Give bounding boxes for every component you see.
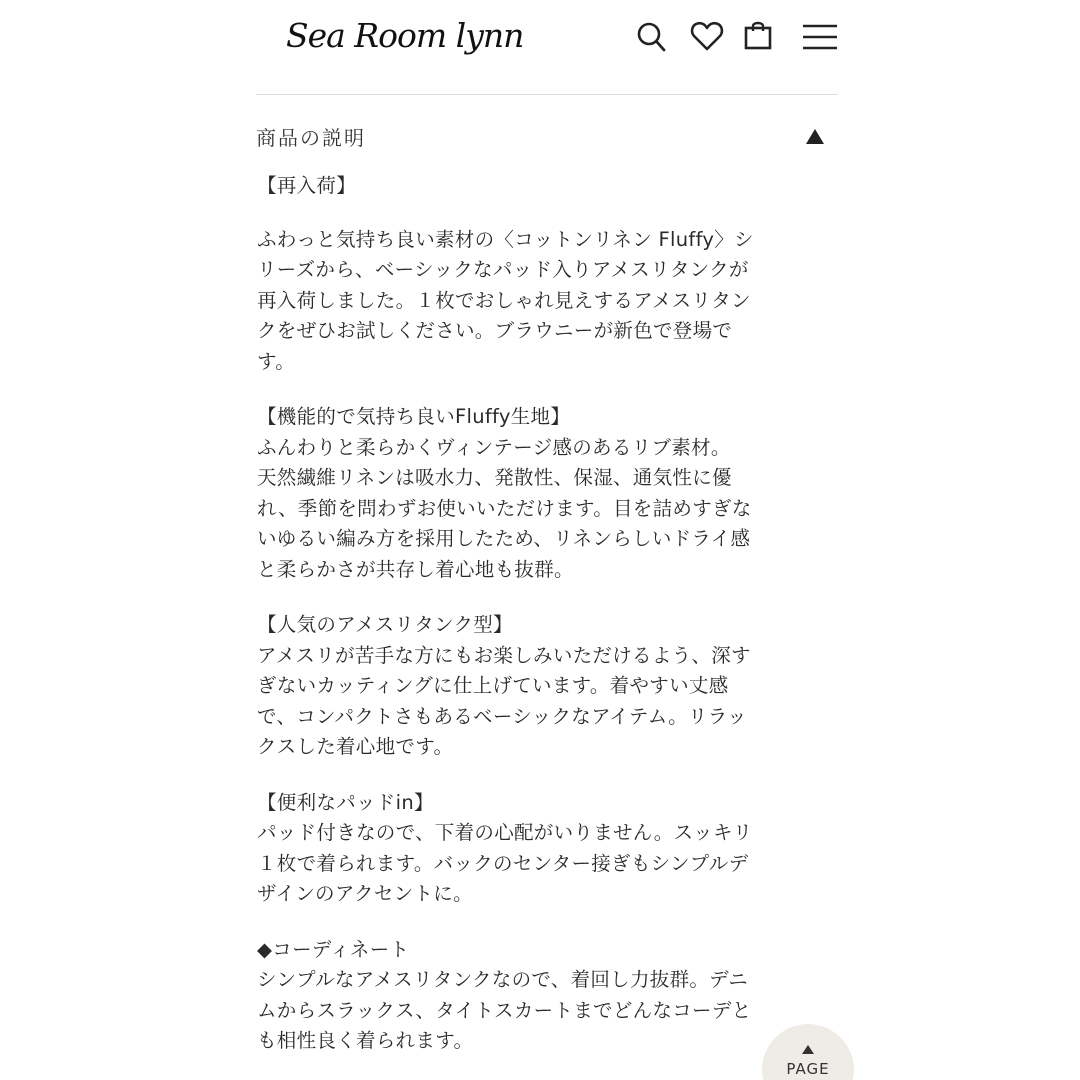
description-paragraph: 【機能的で気持ち良いFluffy生地】 ふんわりと柔らかくヴィンテージ感のあるリブ素材。 天然繊維リネンは吸水力、発散性、保湿、通気性に優 れ、季節を問わずお使いいただけます。目を詰めすぎな いゆるい編み方を採用したため、リネンらしいドライ感 と柔らかさが共存し着心地も抜群。 — [257, 405, 752, 581]
bag-icon[interactable] — [744, 20, 772, 50]
description-paragraph: 【再入荷】 — [257, 174, 357, 197]
header-divider — [256, 94, 838, 95]
brand-logo[interactable]: Sea Room lynn — [286, 16, 524, 55]
heart-icon[interactable] — [690, 20, 724, 52]
site-header — [256, 0, 838, 94]
section-title: 商品の説明 — [256, 126, 366, 150]
description-paragraph: ◆コーディネート シンプルなアメスリタンクなので、着回し力抜群。デニ ムからスラックス、タイトスカートまでどんなコーデと も相性良く着られます。 — [257, 937, 752, 1052]
arrow-up-icon — [802, 1045, 814, 1054]
description-paragraph: 【人気のアメスリタンク型】 アメスリが苦手な方にもお楽しみいただけるよう、深す ぎないカッティングに仕上げています。着やすい丈感 で、コンパクトさもあるベーシックなアイテム。リラッ クスした着心地です。 — [257, 613, 751, 758]
description-paragraph: ふわっと気持ち良い素材の〈コットンリネン Fluffy〉シ リーズから、ベーシックなパッド入りアメスリタンクが 再入荷しました。１枚でおしゃれ見えするアメスリタン クをぜひお試しください。ブラウニーが新色で登場で す。 — [257, 227, 754, 373]
description-accordion-header[interactable] — [256, 118, 838, 158]
menu-icon[interactable] — [802, 24, 838, 50]
triangle-up-icon[interactable] — [805, 128, 825, 145]
page-top-label: PAGE — [786, 1060, 830, 1078]
description-body — [257, 171, 802, 1080]
search-icon[interactable] — [636, 21, 666, 53]
description-paragraph: 【便利なパッドin】 パッド付きなので、下着の心配がいりません。スッキリ １枚で着られます。バックのセンター接ぎもシンプルデ ザインのアクセントに。 — [257, 790, 753, 905]
